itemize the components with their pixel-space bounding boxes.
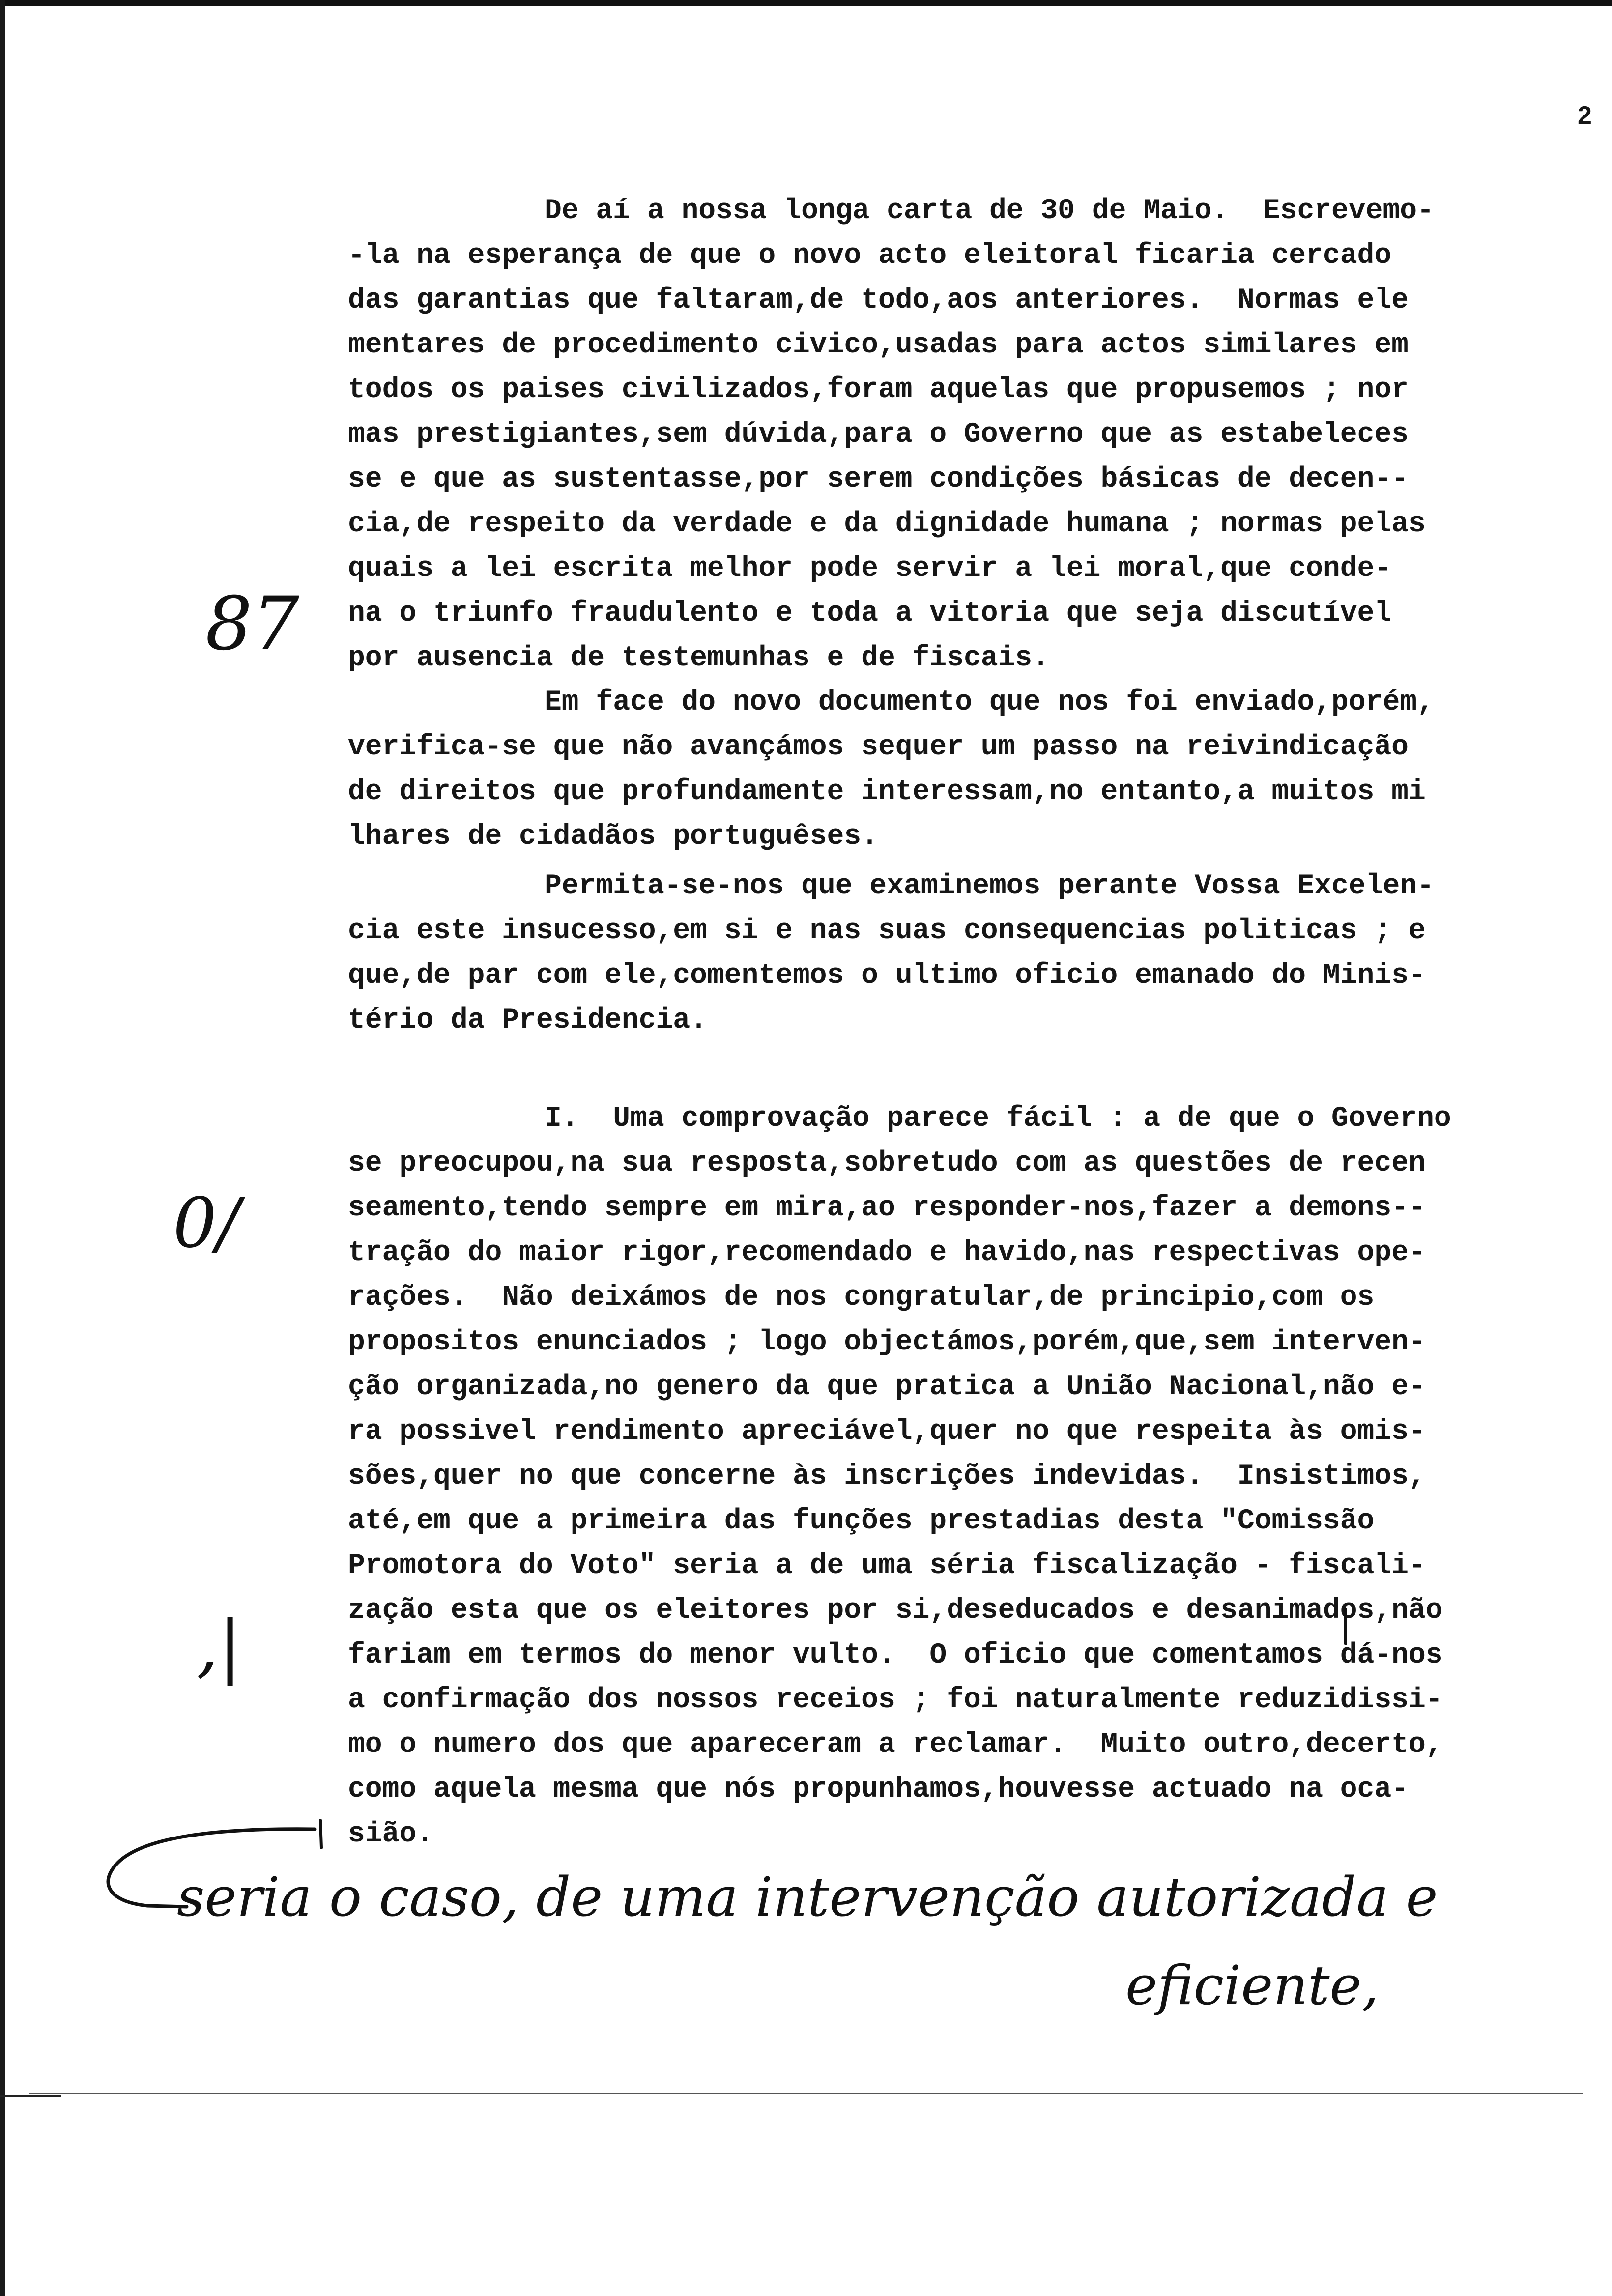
paragraph-1-line-3: das garantias que faltaram,de todo,aos anteriores. Normas ele xyxy=(348,285,1409,316)
paragraph-1-line-5: todos os paises civilizados,foram aquelas que propusemos ; nor xyxy=(348,374,1409,406)
paragraph-3-line-4: tério da Presidencia. xyxy=(348,1004,707,1036)
bottom-rule xyxy=(29,2093,1583,2094)
paragraph-1-line-11: por ausencia de testemunhas e de fiscais. xyxy=(348,642,1050,674)
paragraph-4-line-7: ção organizada,no genero da que pratica a União Nacional,não e- xyxy=(348,1371,1426,1403)
margin-mark-3: ,| xyxy=(197,1606,242,1686)
handwritten-line-1: seria o caso, de uma intervenção autorizada e xyxy=(177,1866,1438,1928)
paragraph-4-line-1: I. Uma comprovação parece fácil : a de que o Governo xyxy=(545,1103,1451,1135)
paragraph-4-line-3: seamento,tendo sempre em mira,ao responder-nos,fazer a demons-- xyxy=(348,1192,1426,1224)
paragraph-4-line-2: se preocupou,na sua resposta,sobretudo com as questões de recen xyxy=(348,1148,1426,1179)
paragraph-4-line-9: sões,quer no que concerne às inscrições indevidas. Insistimos, xyxy=(348,1461,1426,1492)
paragraph-4-line-10: até,em que a primeira das funções prestadias desta "Comissão xyxy=(348,1505,1375,1537)
paragraph-1-line-9: quais a lei escrita melhor pode servir a lei moral,que conde- xyxy=(348,553,1392,585)
margin-mark-2: 0/ xyxy=(173,1183,240,1263)
paragraph-2-line-2: verifica-se que não avançámos sequer um passo na reivindicação xyxy=(348,731,1409,763)
paragraph-4-line-15: mo o numero dos que apareceram a reclamar. Muito outro,decerto, xyxy=(348,1729,1443,1761)
paragraph-3-line-1: Permita-se-nos que examinemos perante Vossa Excelen- xyxy=(545,870,1434,902)
paragraph-1-line-4: mentares de procedimento civico,usadas para actos similares em xyxy=(348,329,1409,361)
paragraph-4-line-17: sião. xyxy=(348,1818,434,1850)
paragraph-1-line-10: na o triunfo fraudulento e toda a vitoria que seja discutível xyxy=(348,598,1392,630)
paragraph-1-line-8: cia,de respeito da verdade e da dignidade humana ; normas pelas xyxy=(348,508,1426,540)
margin-mark-1: 87 xyxy=(205,581,299,667)
handwritten-line-2: eficiente, xyxy=(1125,1954,1379,2017)
paragraph-3-line-2: cia este insucesso,em si e nas suas consequencias politicas ; e xyxy=(348,915,1426,947)
paragraph-4-line-13: fariam em termos do menor vulto. O oficio que comentamos dá-nos xyxy=(348,1639,1443,1671)
paragraph-1-line-6: mas prestigiantes,sem dúvida,para o Governo que as estabeleces xyxy=(348,419,1409,451)
paragraph-1-line-2: -la na esperança de que o novo acto eleitoral ficaria cercado xyxy=(348,240,1392,272)
paragraph-1-line-7: se e que as sustentasse,por serem condições básicas de decen-- xyxy=(348,463,1409,495)
paragraph-4-line-14: a confirmação dos nossos receios ; foi naturalmente reduzidissi- xyxy=(348,1684,1443,1716)
paragraph-4-line-16: como aquela mesma que nós propunhamos,houvesse actuado na oca- xyxy=(348,1774,1409,1806)
page-number: 2 xyxy=(1578,101,1592,130)
paragraph-2-line-3: de direitos que profundamente interessam,no entanto,a muitos mi xyxy=(348,776,1426,808)
bottom-stub-mark xyxy=(0,2095,61,2097)
paragraph-4-line-8: ra possivel rendimento apreciável,quer no que respeita às omis- xyxy=(348,1416,1426,1448)
paragraph-1-line-1: De aí a nossa longa carta de 30 de Maio. Escrevemo- xyxy=(545,195,1434,227)
paragraph-2-line-4: lhares de cidadãos portuguêses. xyxy=(348,821,878,853)
paragraph-4-line-6: propositos enunciados ; logo objectámos,porém,que,sem interven- xyxy=(348,1326,1426,1358)
paragraph-4-line-5: rações. Não deixámos de nos congratular,de principio,com os xyxy=(348,1282,1375,1314)
paragraph-4-line-11: Promotora do Voto" seria a de uma séria fiscalização - fiscali- xyxy=(348,1550,1426,1582)
paragraph-3-line-3: que,de par com ele,comentemos o ultimo oficio emanado do Minis- xyxy=(348,960,1426,992)
paragraph-2-line-1: Em face do novo documento que nos foi enviado,porém, xyxy=(545,687,1434,718)
paragraph-4-line-4: tração do maior rigor,recomendado e havido,nas respectivas ope- xyxy=(348,1237,1426,1269)
paragraph-4-line-12: zação esta que os eleitores por si,deseducados e desanimados,não xyxy=(348,1595,1443,1627)
